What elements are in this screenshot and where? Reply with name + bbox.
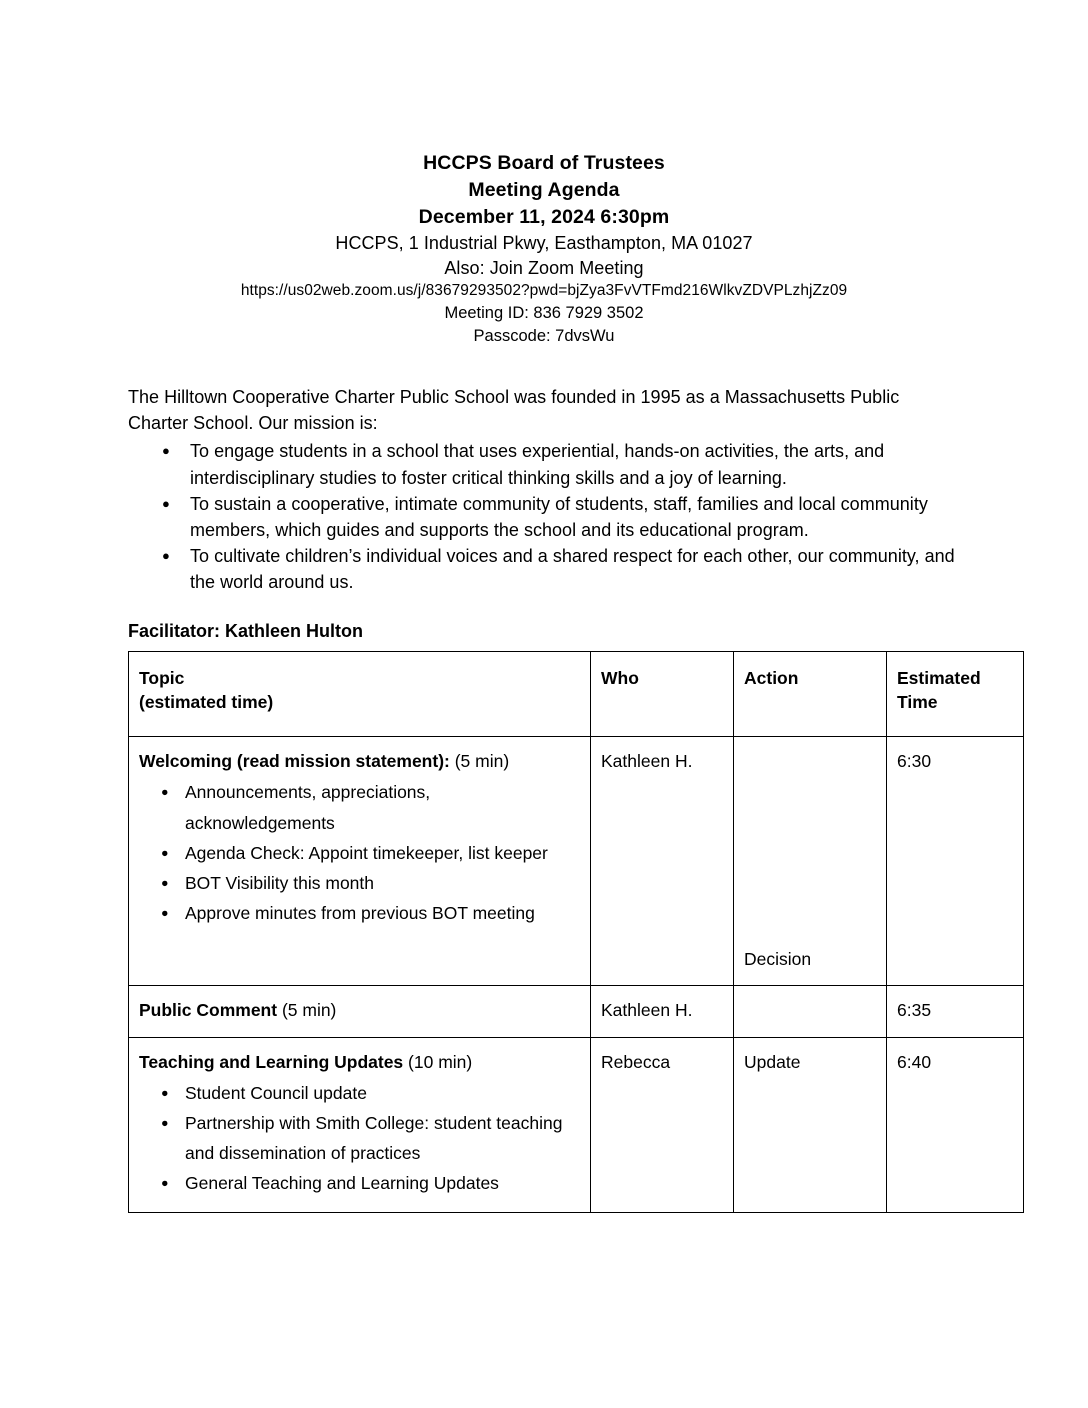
row-topic-cell [129, 737, 591, 986]
facilitator-label: Facilitator: Kathleen Hulton [128, 621, 364, 642]
row-topic-title: Welcoming (read mission statement): [139, 751, 450, 772]
row-action-cell [734, 737, 887, 986]
row-topic-bullets [139, 777, 580, 927]
list-item: ● BOT Visibility this month [185, 868, 580, 898]
table-header-row [129, 652, 1024, 737]
list-item: ● General Teaching and Learning Updates [185, 1168, 580, 1198]
meeting-id: Meeting ID: 836 7929 3502 [444, 303, 644, 322]
row-topic-cell [129, 986, 591, 1037]
header-address: HCCPS, 1 Industrial Pkwy, Easthampton, MA 01027 [335, 232, 753, 253]
row-action-text: Decision [744, 949, 812, 970]
column-header-who: Who [591, 652, 734, 737]
list-item: ● Approve minutes from previous BOT meeting [185, 898, 580, 928]
row-topic-bullets [139, 1078, 580, 1198]
mission-bullet-list [128, 438, 960, 595]
header-also-join: Also: Join Zoom Meeting [444, 257, 644, 278]
row-time-cell: 6:30 [887, 737, 1024, 986]
mission-intro: The Hilltown Cooperative Charter Public School was founded in 1995 as a Massachusetts Public Charter School. Our mission is: [128, 387, 900, 434]
table-row [129, 986, 1024, 1037]
header-date-time: December 11, 2024 6:30pm [418, 205, 670, 228]
mission-bullet: ● To sustain a cooperative, intimate community of students, staff, families and local community members, which guides and supports the school and its educational program. [188, 491, 960, 543]
table-row [129, 1037, 1024, 1213]
column-header-time-line1: Estimated [897, 668, 981, 689]
row-who-cell: Kathleen H. [591, 737, 734, 986]
column-header-time [887, 652, 1024, 737]
row-action-cell [734, 986, 887, 1037]
mission-section [128, 384, 960, 595]
document-header [128, 150, 960, 347]
row-action-cell: Update [734, 1037, 887, 1213]
row-time-cell: 6:35 [887, 986, 1024, 1037]
row-topic-duration: (10 min) [403, 1051, 473, 1072]
header-org: HCCPS Board of Trustees [423, 152, 665, 174]
row-topic-title: Public Comment [139, 1000, 278, 1021]
row-who-cell: Kathleen H. [591, 986, 734, 1037]
row-time-cell: 6:40 [887, 1037, 1024, 1213]
mission-bullet: ● To engage students in a school that uses experiential, hands-on activities, the arts, and interdisciplinary studies to foster critical thinking skills and a joy of learning. [188, 438, 960, 490]
row-topic-cell [129, 1037, 591, 1213]
row-topic-duration: (5 min) [449, 751, 510, 772]
column-header-action: Action [734, 652, 887, 737]
table-row [129, 737, 1024, 986]
meeting-passcode: Passcode: 7dvsWu [473, 326, 615, 345]
list-item: ● Agenda Check: Appoint timekeeper, list keeper [185, 838, 580, 868]
mission-bullet: ● To cultivate children’s individual voices and a shared respect for each other, our community, and the world around us. [188, 543, 960, 595]
column-header-topic [129, 652, 591, 737]
row-topic-duration: (5 min) [277, 1000, 337, 1021]
row-who-cell: Rebecca [591, 1037, 734, 1213]
list-item: ● Announcements, appreciations, acknowledgements [185, 777, 580, 837]
zoom-meeting-link[interactable]: https://us02web.zoom.us/j/83679293502?pwd=bjZya3FvVTFmd216WlkvZDVPLzhjZz09 [240, 282, 848, 300]
column-header-topic-line1: Topic [139, 668, 185, 689]
column-header-time-line2: Time [897, 692, 938, 713]
agenda-table [128, 651, 1024, 1213]
row-topic-title: Teaching and Learning Updates [139, 1051, 404, 1072]
header-doc-type: Meeting Agenda [468, 178, 620, 201]
list-item: ● Partnership with Smith College: student teaching and dissemination of practices [185, 1108, 580, 1168]
list-item: ● Student Council update [185, 1078, 580, 1108]
column-header-topic-line2: (estimated time) [139, 692, 274, 713]
